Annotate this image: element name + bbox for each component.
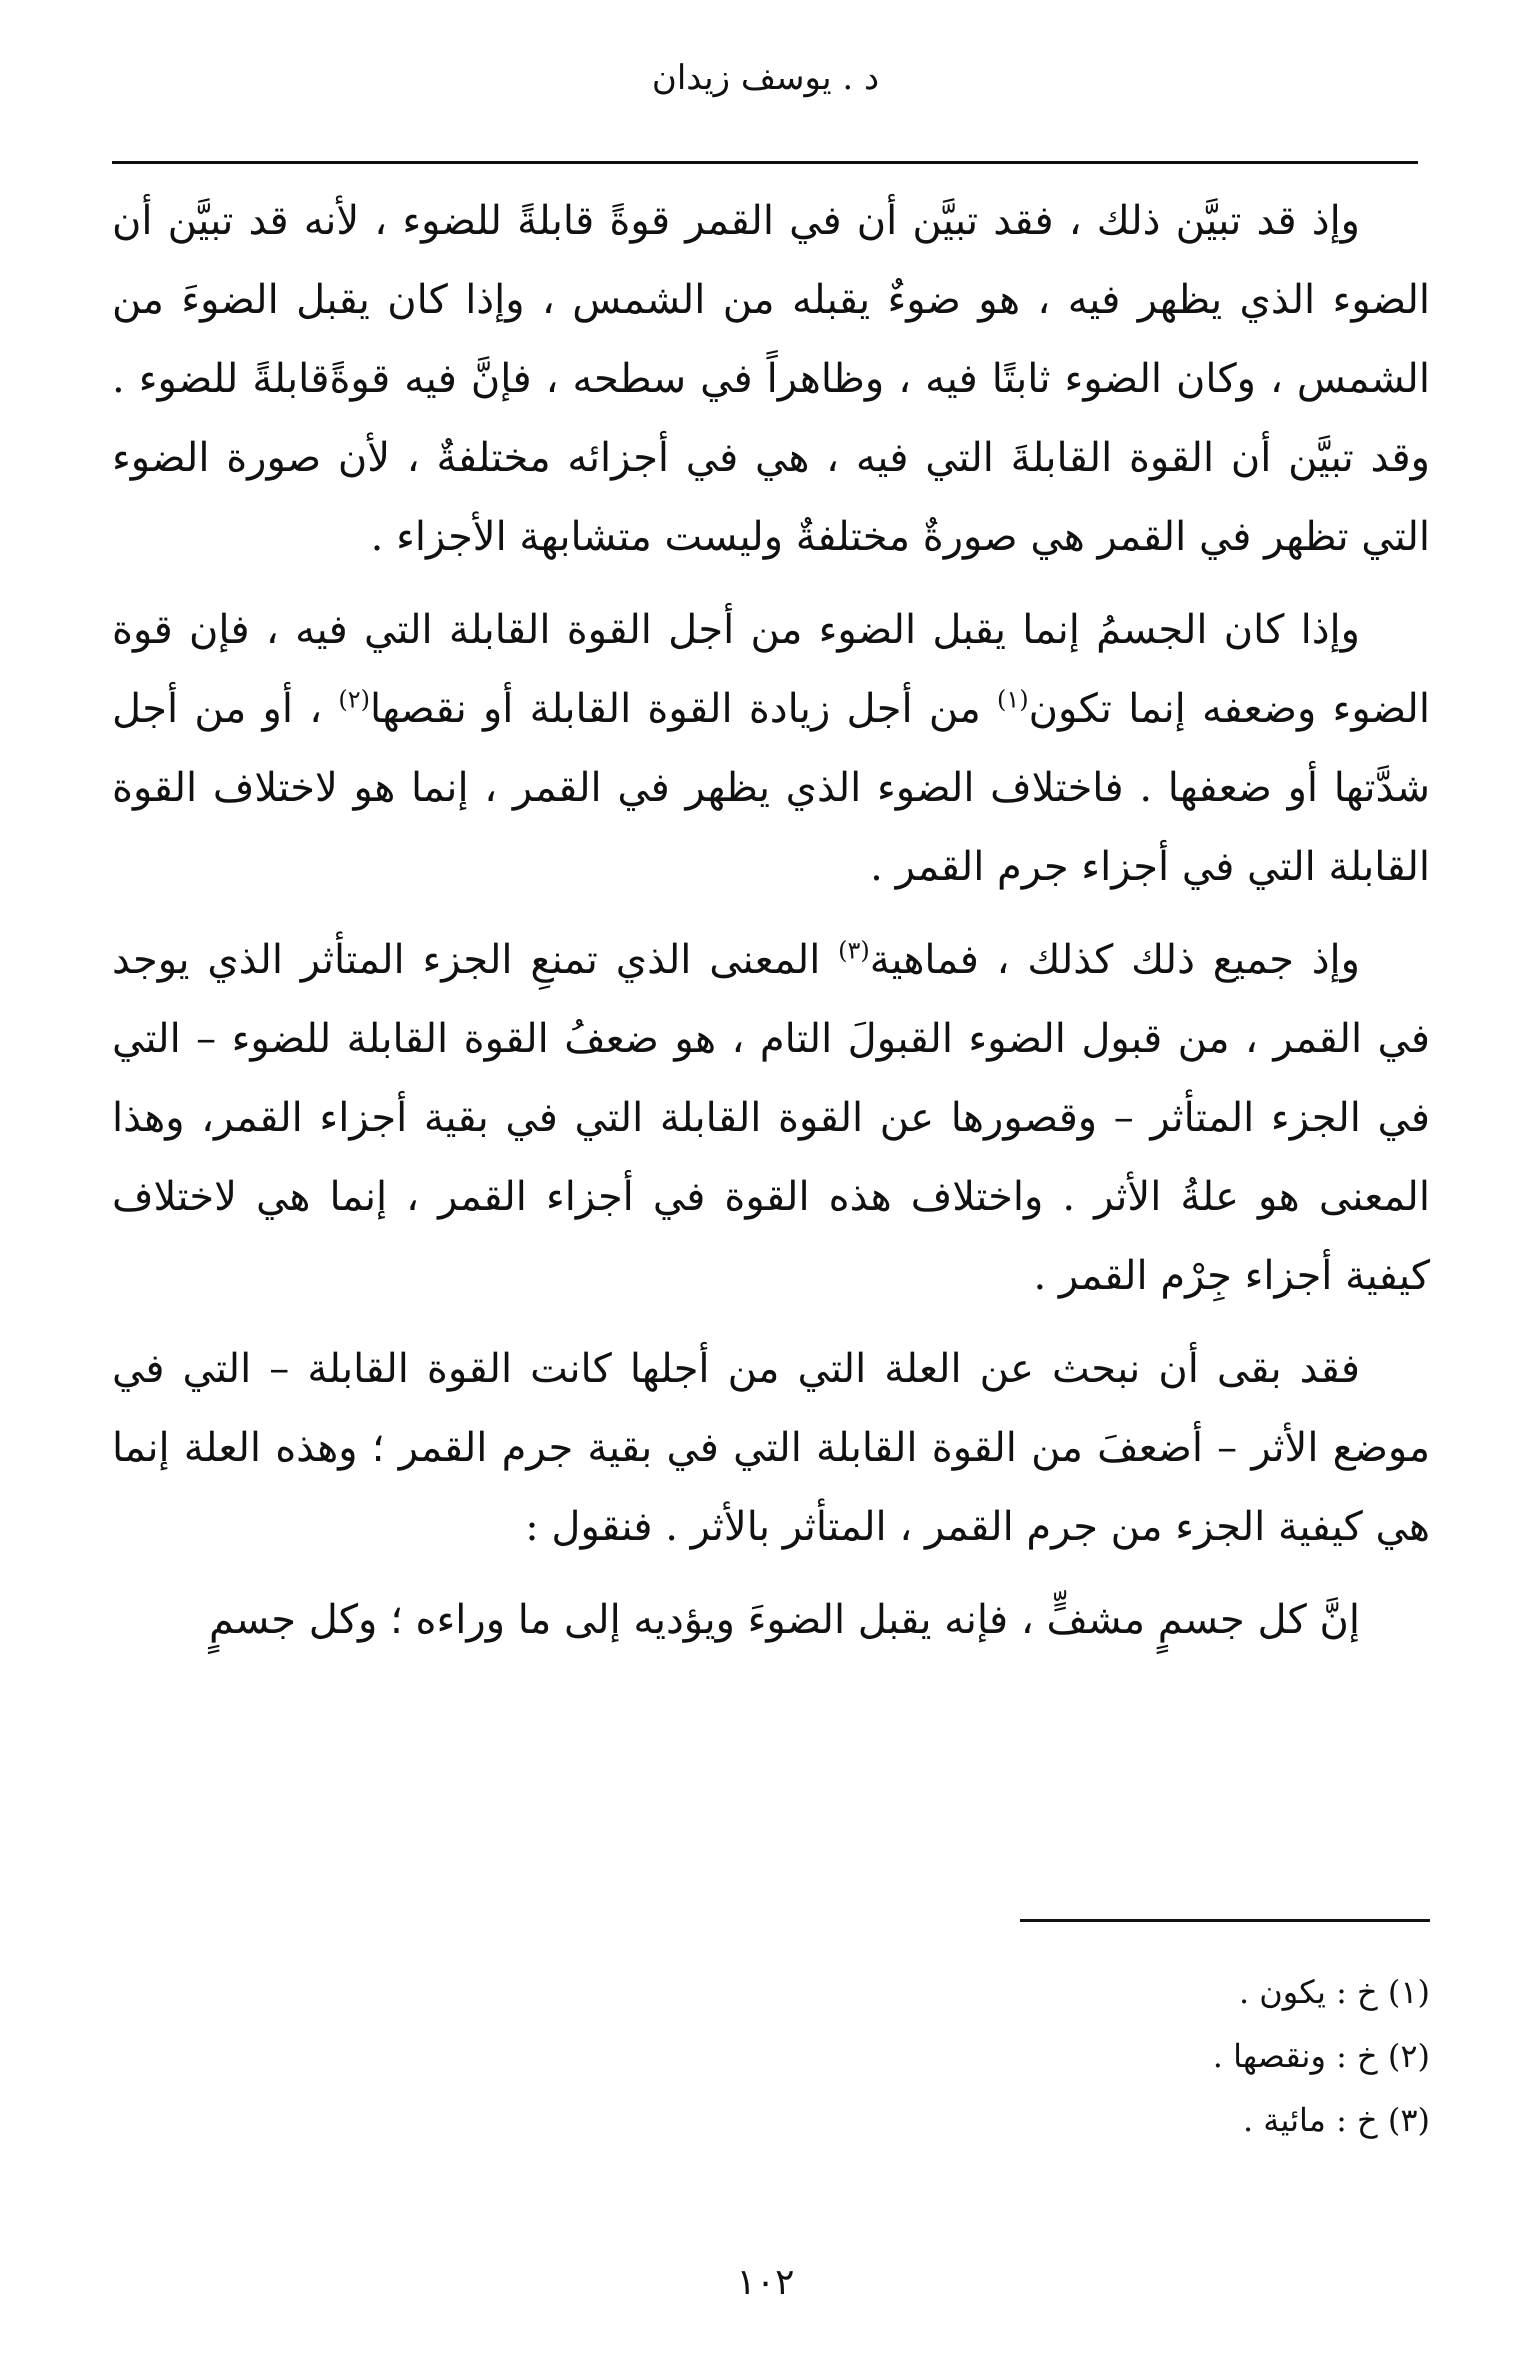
paragraph-2-part-b: من أجل زيادة القوة القابلة أو نقصها [370, 686, 998, 732]
header-rule [112, 161, 1418, 164]
footnote-3: (٣) خ : مائية . [1242, 2101, 1430, 2139]
paragraph-2-part-c: ، أو من أجل شدَّتها أو ضعفها . فاختلاف الضوء الذي يظهر في القمر ، إنما هو لاختلاف القوة القابلة التي في أجزاء جرم القمر . [112, 686, 1431, 890]
running-head: د . يوسف زيدان [651, 58, 880, 98]
page-number: ١٠٢ [736, 2262, 795, 2303]
paragraph-4: فقد بقى أن نبحث عن العلة التي من أجلها كانت القوة القابلة – التي في موضع الأثر – أضعفَ من القوة القابلة التي في بقية جرم القمر ؛ وهذه العلة إنما هي كيفية الجزء من جرم القمر ، المتأثر بالأثر . فنقول : [112, 1346, 1430, 1550]
note-ref-1: (١) [997, 685, 1029, 714]
note-ref-3: (٣) [838, 936, 870, 965]
footnote-1: (١) خ : يكون . [1238, 1973, 1430, 2011]
footnotes [112, 1960, 1430, 2152]
paragraph-2 [112, 591, 1430, 907]
paragraph-5: إنَّ كل جسمٍ مشفٍّ ، فإنه يقبل الضوءَ ويؤديه إلى ما وراءه ؛ وكل جسمٍ [208, 1597, 1360, 1643]
footnote-2: (٢) خ : ونقصها . [1212, 2037, 1430, 2075]
body-text [112, 182, 1430, 1674]
paragraph-3-part-b: المعنى الذي تمنعِ الجزء المتأثر الذي يوجد في القمر ، من قبول الضوء القبولَ التام ، هو ضعفُ القوة القابلة للضوء – التي في الجزء المتأثر – وقصورها عن القوة القابلة التي في بقية أجزاء القمر، وهذا المعنى هو علةُ الأثر . واختلاف هذه القوة في أجزاء القمر ، إنما هي لاختلاف كيفية أجزاء جِرْم القمر . [112, 937, 1430, 1299]
paragraph-2-part-a: وإذا كان الجسمُ إنما يقبل الضوء من أجل القوة القابلة التي فيه ، فإن قوة الضوء وضعفه إنما تكون [112, 607, 1430, 732]
paragraph-3 [112, 921, 1430, 1316]
paragraph-3-part-a: وإذ جميع ذلك كذلك ، فماهية [869, 937, 1360, 983]
note-ref-2: (٢) [338, 685, 371, 714]
footnote-rule [1020, 1919, 1430, 1922]
paragraph-1: وإذ قد تبيَّن ذلك ، فقد تبيَّن أن في القمر قوةً قابلةً للضوء ، لأنه قد تبيَّن أن الضوء الذي يظهر فيه ، هو ضوءٌ يقبله من الشمس ، وإذا كان يقبل الضوءَ من الشمس ، وكان الضوء ثابتًا فيه ، وظاهراً في سطحه ، فإنَّ فيه قوةًقابلةً للضوء . وقد تبيَّن أن القوة القابلةَ التي فيه ، هي في أجزائه مختلفةٌ ، لأن صورة الضوء التي تظهر في القمر هي صورةٌ مختلفةٌ وليست متشابهة الأجزاء . [112, 198, 1430, 560]
